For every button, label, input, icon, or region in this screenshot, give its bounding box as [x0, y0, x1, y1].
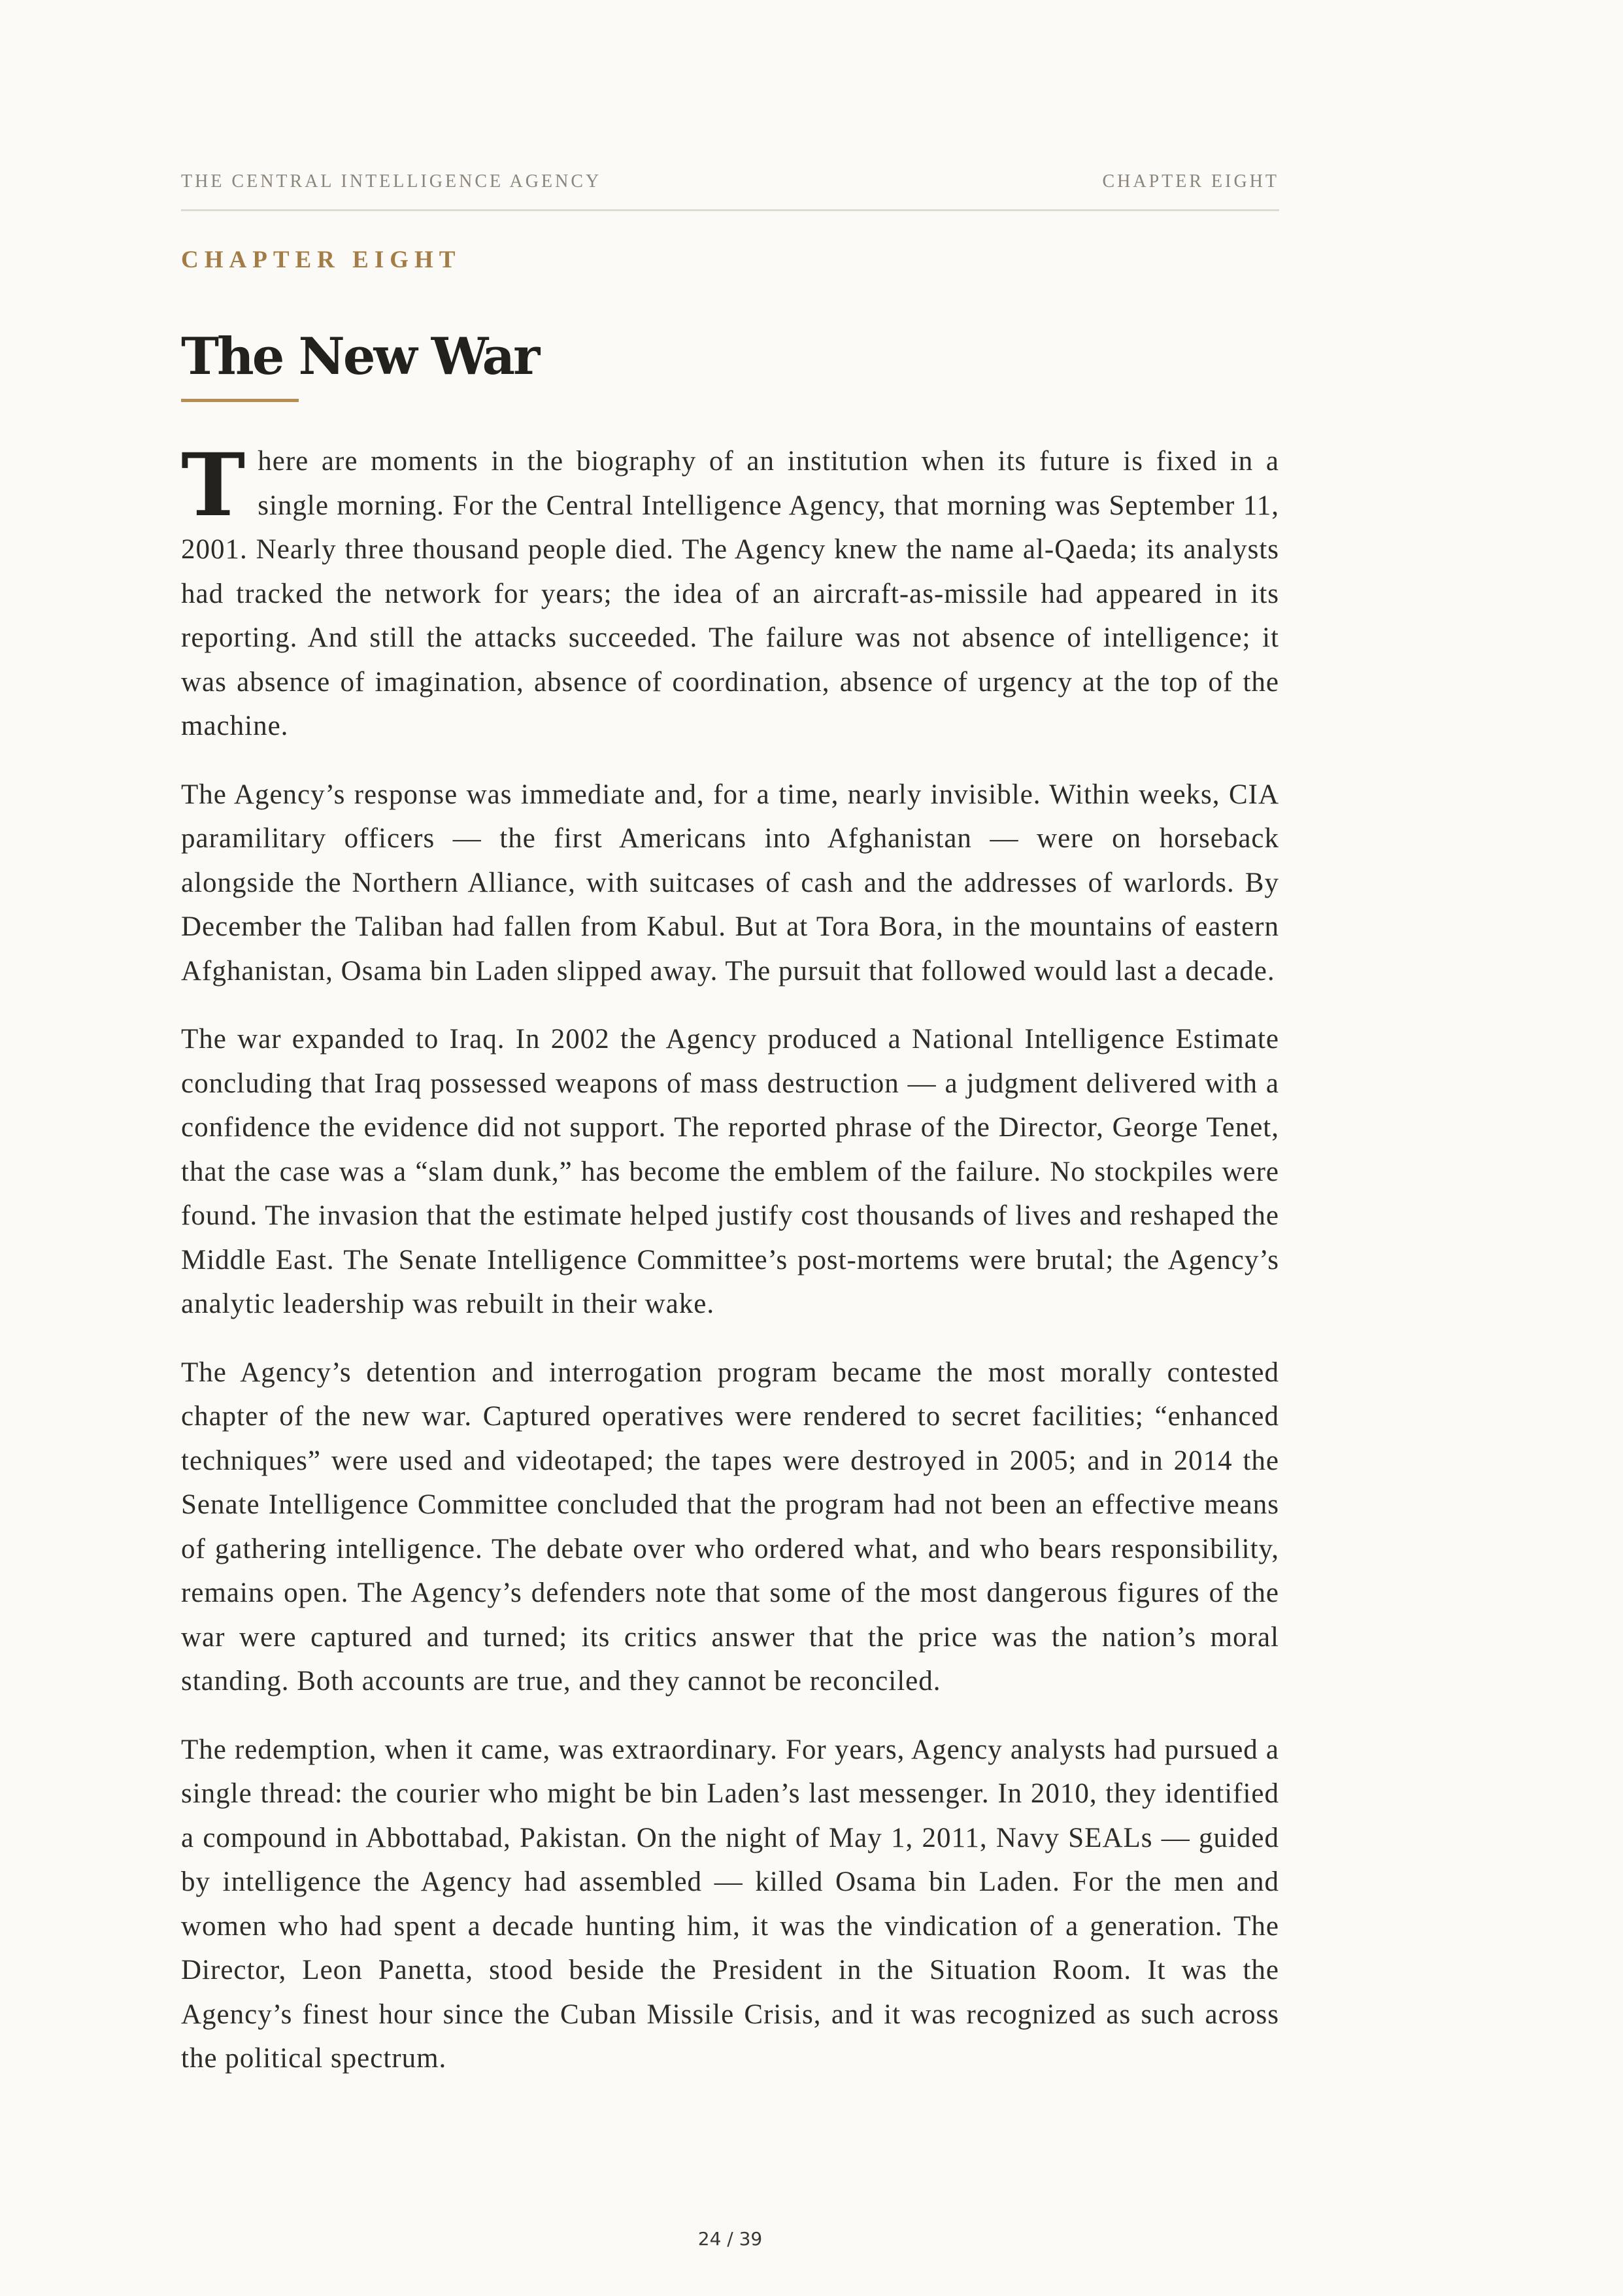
page-number: 24 / 39 — [697, 2228, 763, 2250]
paragraph-1-text: here are moments in the biography of an institution when its future is fixed in a single morning. For the Central Intelligence Agency, that morning was September 11, 2001. Nearly three thousand people died. The Agency knew the name al-Qaeda; its analysts had tracked the network for years; the idea of an aircraft-as-missile had appeared in its reporting. And still the attacks succeeded. The failure was not absence of intelligence; it was absence of imagination, absence of coordination, absence of urgency at the top of the machine. — [181, 446, 1279, 741]
running-header-title: THE CENTRAL INTELLIGENCE AGENCY — [181, 171, 602, 192]
title-accent-rule — [181, 399, 299, 402]
document-page — [181, 0, 1279, 2296]
running-header-chapter: CHAPTER EIGHT — [1102, 171, 1279, 192]
header-divider — [181, 209, 1279, 211]
paragraph-3: The war expanded to Iraq. In 2002 the Agency produced a National Intelligence Estimate concluding that Iraq possessed weapons of mass destruction — a judgment delivered with a confidence the evidence did not support. The reported phrase of the Director, George Tenet, that the case was a “slam dunk,” has become the emblem of the failure. No stockpiles were found. The invasion that the estimate helped justify cost thousands of lives and reshaped the Middle East. The Senate Intelligence Committee’s post-mortems were brutal; the Agency’s analytic leadership was rebuilt in their wake. — [181, 1024, 1279, 1319]
paragraph-2: The Agency’s response was immediate and, for a time, nearly invisible. Within weeks, CIA paramilitary officers — the first Americans into Afghanistan — were on horseback alongside the Northern Alliance, with suitcases of cash and the addresses of warlords. By December the Taliban had fallen from Kabul. But at Tora Bora, in the mountains of eastern Afghanistan, Osama bin Laden slipped away. The pursuit that followed would last a decade. — [181, 779, 1279, 987]
chapter-kicker: CHAPTER EIGHT — [181, 246, 461, 273]
drop-cap: T — [181, 435, 246, 536]
paragraph-1 — [181, 435, 1279, 749]
chapter-title: The New War — [181, 327, 539, 387]
running-header — [181, 171, 1279, 192]
paragraph-5: The redemption, when it came, was extraordinary. For years, Agency analysts had pursued a single thread: the courier who might be bin Laden’s last messenger. In 2010, they identified a compound in Abbottabad, Pakistan. On the night of May 1, 2011, Navy SEALs — guided by intelligence the Agency had assembled — killed Osama bin Laden. For the men and women who had spent a decade hunting him, it was the vindication of a generation. The Director, Leon Panetta, stood beside the President in the Situation Room. It was the Agency’s finest hour since the Cuban Missile Crisis, and it was recognized as such across the political spectrum. — [181, 1734, 1279, 2074]
paragraph-4: The Agency’s detention and interrogation program became the most morally contested chapter of the new war. Captured operatives were rendered to secret facilities; “enhanced techniques” were used and videotaped; the tapes were destroyed in 2005; and in 2014 the Senate Intelligence Committee concluded that the program had not been an effective means of gathering intelligence. The debate over who ordered what, and who bears responsibility, remains open. The Agency’s defenders note that some of the most dangerous figures of the war were captured and turned; its critics answer that the price was the nation’s moral standing. Both accounts are true, and they cannot be reconciled. — [181, 1357, 1279, 1697]
chapter-body — [181, 435, 1279, 2105]
